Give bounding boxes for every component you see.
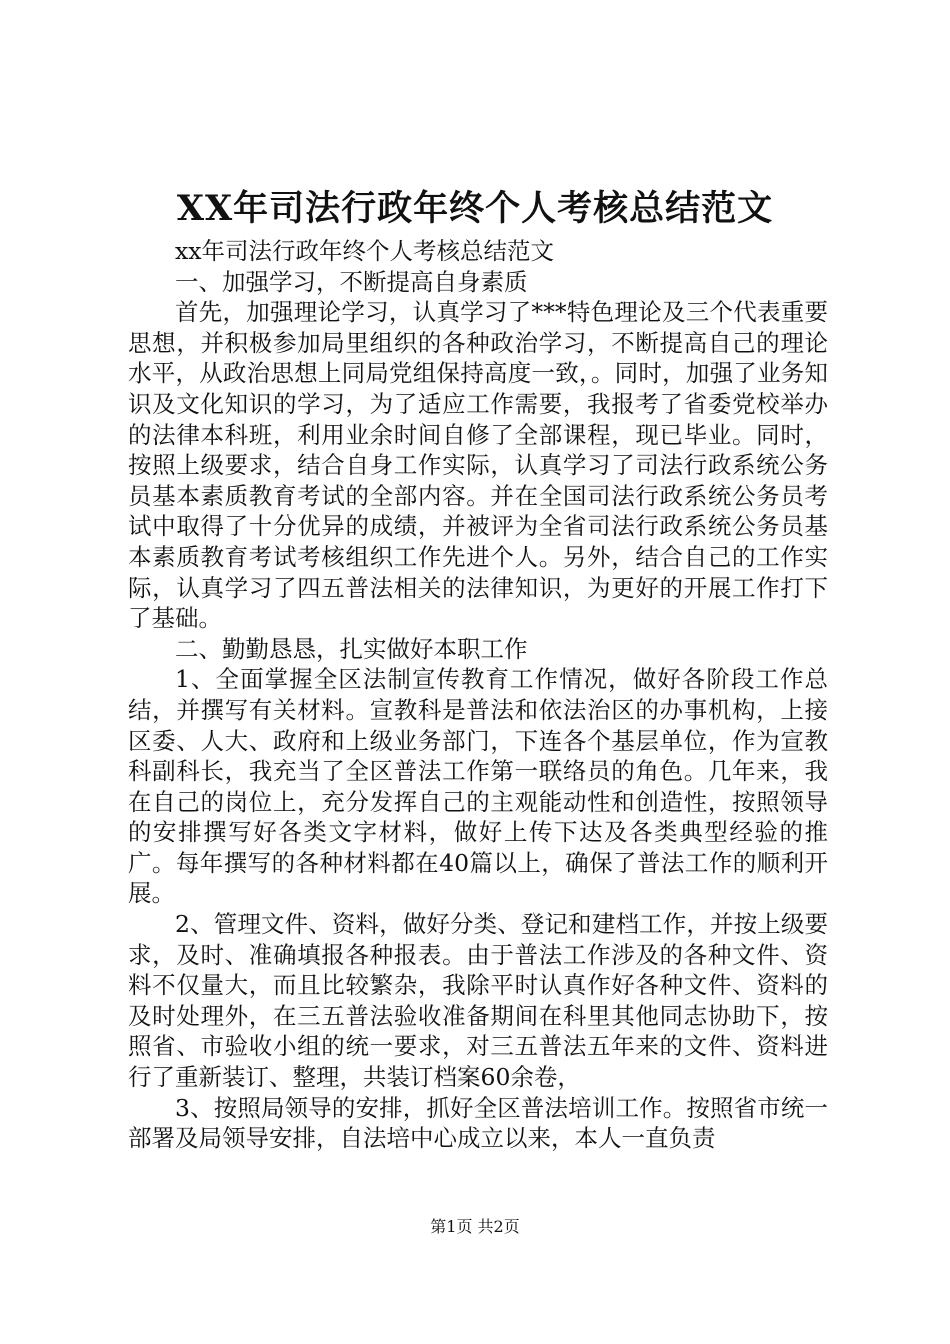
document-body bbox=[128, 236, 828, 1154]
paragraph-item-2: 2、管理文件、资料，做好分类、登记和建档工作，并按上级要求，及时、准确填报各种报表。由于普法工作涉及的各种文件、资料不仅量大，而且比较繁杂，我除平时认真作好各种文件、资料的及时处理外，在三五普法验收准备期间在科里其他同志协助下，按照省、市验收小组的统一要求，对三五普法五年来的文件、资料进行了重新装订、整理，共装订档案60余卷， bbox=[128, 910, 828, 1092]
section-heading-2: 二、勤勤恳恳，扎实做好本职工作 bbox=[175, 634, 528, 663]
paragraph-item-1: 1、全面掌握全区法制宣传教育工作情况，做好各阶段工作总结，并撰写有关材料。宣教科是普法和依法治区的办事机构，上接区委、人大、政府和上级业务部门，下连各个基层单位，作为宣教科副科长，我充当了全区普法工作第一联络员的角色。几年来，我在自己的岗位上，充分发挥自己的主观能动性和创造性，按照领导的安排撰写好各类文字材料，做好上传下达及各类典型经验的推广。每年撰写的各种材料都在40篇以上，确保了普法工作的顺利开展。 bbox=[128, 665, 828, 908]
document-title: XX年司法行政年终个人考核总结范文 bbox=[176, 188, 774, 229]
paragraph-subtitle: xx年司法行政年终个人考核总结范文 bbox=[175, 237, 555, 265]
paragraph-study: 首先，加强理论学习，认真学习了***特色理论及三个代表重要思想，并积极参加局里组织的各种政治学习，不断提高自己的理论水平，从政治思想上同局党组保持高度一致，。同时，加强了业务知识及文化知识的学习，为了适应工作需要，我报考了省委党校举办的法律本科班，利用业余时间自修了全部课程，现已毕业。同时，按照上级要求，结合自身工作实际，认真学习了司法行政系统公务员基本素质教育考试的全部内容。并在全国司法行政系统公务员考试中取得了十分优异的成绩，并被评为全省司法行政系统公务员基本素质教育考试考核组织工作先进个人。另外，结合自己的工作实际，认真学习了四五普法相关的法律知识，为更好的开展工作打下了基础。 bbox=[128, 298, 828, 633]
page-number-footer: 第1页 共2页 bbox=[430, 1217, 520, 1236]
section-heading-1: 一、加强学习，不断提高自身素质 bbox=[175, 267, 528, 296]
paragraph-item-3: 3、按照局领导的安排，抓好全区普法培训工作。按照省市统一部署及局领导安排，自法培中心成立以来，本人一直负责 bbox=[128, 1093, 828, 1153]
